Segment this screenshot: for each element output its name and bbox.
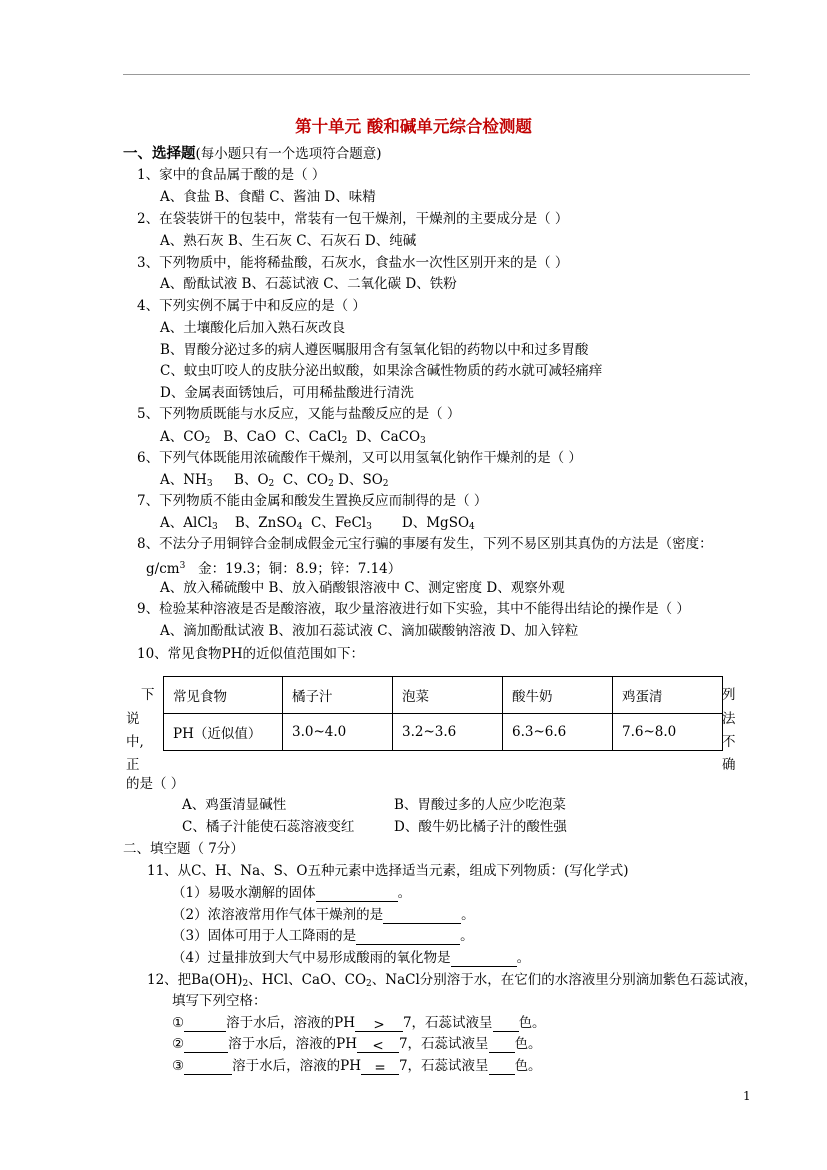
- q11-item-3: （3）固体可用于人工降雨的是 。: [172, 928, 474, 944]
- table-cell: PH（近似值）: [164, 714, 283, 751]
- q10-wrap-right-1: 列: [722, 687, 736, 703]
- q10-wrap-left-5: 的是（ ）: [126, 776, 185, 792]
- page-number: 1: [743, 1089, 751, 1103]
- q10-wrap-right-4: 确: [722, 757, 736, 773]
- q2-stem: 2、在袋装饼干的包装中，常装有一包干燥剂，干燥剂的主要成分是（ ）: [137, 211, 569, 227]
- q10-option-b: B、胃酸过多的人应少吃泡菜: [394, 797, 566, 813]
- q10-wrap-left-3: 中,: [126, 734, 144, 750]
- q10-wrap-right-2: 法: [722, 711, 736, 727]
- section-2-heading: 二、填空题（ 7分）: [123, 841, 244, 857]
- q12-row-3: ③ 溶于水后，溶液的PH = 7，石蕊试液呈 色。: [172, 1058, 542, 1076]
- q12-stem-line-2: 填写下列空格：: [172, 993, 267, 1009]
- table-cell: 6.3~6.6: [503, 714, 613, 751]
- q7-options: A、AlCl$_3$ B、ZnSO$_4$ C、FeCl$_3$ D、MgSO$_4$: [160, 515, 475, 532]
- table-cell: 3.2~3.6: [393, 714, 503, 751]
- q9-stem: 9、检验某种溶液是否是酸溶液，取少量溶液进行如下实验，其中不能得出结论的操作是（ ）: [137, 601, 690, 617]
- q10-wrap-right-3: 不: [722, 734, 736, 750]
- q11-item-2: （2）浓溶液常用作气体干燥剂的是 。: [172, 907, 475, 923]
- q10-wrap-left-2: 说: [126, 711, 140, 727]
- q8-stem: 8、不法分子用铜锌合金制成假金元宝行骗的事屡有发生，下列不易区别其真伪的方法是（密度：: [137, 536, 713, 552]
- q10-option-d: D、酸牛奶比橘子汁的酸性强: [394, 819, 567, 835]
- section-1-heading: 一、选择题(每小题只有一个选项符合题意): [123, 145, 382, 162]
- q12-row-2: ② 溶于水后，溶液的PH < 7，石蕊试液呈 色。: [172, 1036, 542, 1054]
- q8-density: $g/cm^3$ 金：19.3；铜：8.9；锌：7.14）: [146, 561, 402, 577]
- q11-stem: 11、从C、H、Na、S、O五种元素中选择适当元素，组成下列物质：(写化学式): [147, 863, 629, 879]
- table-cell: 泡菜: [393, 677, 503, 714]
- ph-table-value-row: [164, 714, 723, 751]
- q3-stem: 3、下列物质中，能将稀盐酸，石灰水，食盐水一次性区别开来的是（ ）: [137, 255, 569, 271]
- q10-stem: 10、常见食物PH的近似值范围如下：: [137, 646, 365, 662]
- q11-item-4: （4）过量排放到大气中易形成酸雨的氧化物是 。: [172, 950, 531, 966]
- q11-item-1: （1）易吸水潮解的固体 。: [172, 885, 412, 901]
- q5-stem: 5、下列物质既能与水反应，又能与盐酸反应的是（ ）: [137, 406, 461, 422]
- q7-stem: 7、下列物质不能由金属和酸发生置换反应而制得的是（ ）: [137, 493, 488, 509]
- q4-option-c: C、蚊虫叮咬人的皮肤分泌出蚁酸，如果涂含碱性物质的药水就可减轻痛痒: [160, 363, 603, 379]
- table-cell: 鸡蛋清: [613, 677, 723, 714]
- table-cell: 酸牛奶: [503, 677, 613, 714]
- q4-stem: 4、下列实例不属于中和反应的是（ ）: [137, 298, 366, 314]
- q5-options: A、$CO_2$ B、CaO C、CaCl$_2$ D、CaCO$_3$: [160, 429, 426, 446]
- q2-options: A、熟石灰 B、生石灰 C、石灰石 D、纯碱: [160, 233, 417, 249]
- q6-stem: 6、下列气体既能用浓硫酸作干燥剂，又可以用氢氧化钠作干燥剂的是（ ）: [137, 450, 582, 466]
- q10-option-a: A、鸡蛋清显碱性: [182, 797, 287, 813]
- table-cell: 常见食物: [164, 677, 283, 714]
- ph-table: [163, 676, 723, 751]
- q10-wrap-left-4: 正: [126, 757, 140, 773]
- header-rule: [123, 74, 750, 75]
- table-cell: 7.6~8.0: [613, 714, 723, 751]
- q12-row-1: ① 溶于水后，溶液的PH > 7，石蕊试液呈 色。: [172, 1015, 546, 1033]
- q1-options: A、食盐 B、食醋 C、酱油 D、味精: [160, 189, 376, 205]
- q4-option-b: B、胃酸分泌过多的病人遵医嘱服用含有氢氧化铝的药物以中和过多胃酸: [160, 342, 589, 358]
- page-title: 第十单元 酸和碱单元综合检测题: [295, 117, 532, 136]
- q12-stem: 12、把$Ba(OH)_2$、HCl、CaO、$CO_2$、NaCl分别溶于水，在它们的水溶液里分别滴加紫色石蕊试液，: [147, 972, 758, 989]
- q4-option-a: A、土壤酸化后加入熟石灰改良: [160, 320, 346, 336]
- q3-options: A、酚酞试液 B、石蕊试液 C、二氧化碳 D、铁粉: [160, 276, 457, 292]
- q8-options: A、放入稀硫酸中 B、放入硝酸银溶液中 C、测定密度 D、观察外观: [160, 580, 565, 596]
- q6-options: A、$NH_3$ B、$O_2$ C、$CO_2$ D、$SO_2$: [160, 472, 389, 489]
- table-cell: 3.0~4.0: [283, 714, 393, 751]
- ph-table-header-row: [164, 677, 723, 714]
- q4-option-d: D、金属表面锈蚀后，可用稀盐酸进行清洗: [160, 385, 414, 401]
- q10-wrap-left-1: 下: [141, 687, 155, 703]
- q10-option-c: C、橘子汁能使石蕊溶液变红: [182, 819, 355, 835]
- q9-options: A、滴加酚酞试液 B、液加石蕊试液 C、滴加碳酸钠溶液 D、加入锌粒: [160, 623, 579, 639]
- table-cell: 橘子汁: [283, 677, 393, 714]
- q1-stem: 1、家中的食品属于酸的是（ ）: [137, 167, 326, 183]
